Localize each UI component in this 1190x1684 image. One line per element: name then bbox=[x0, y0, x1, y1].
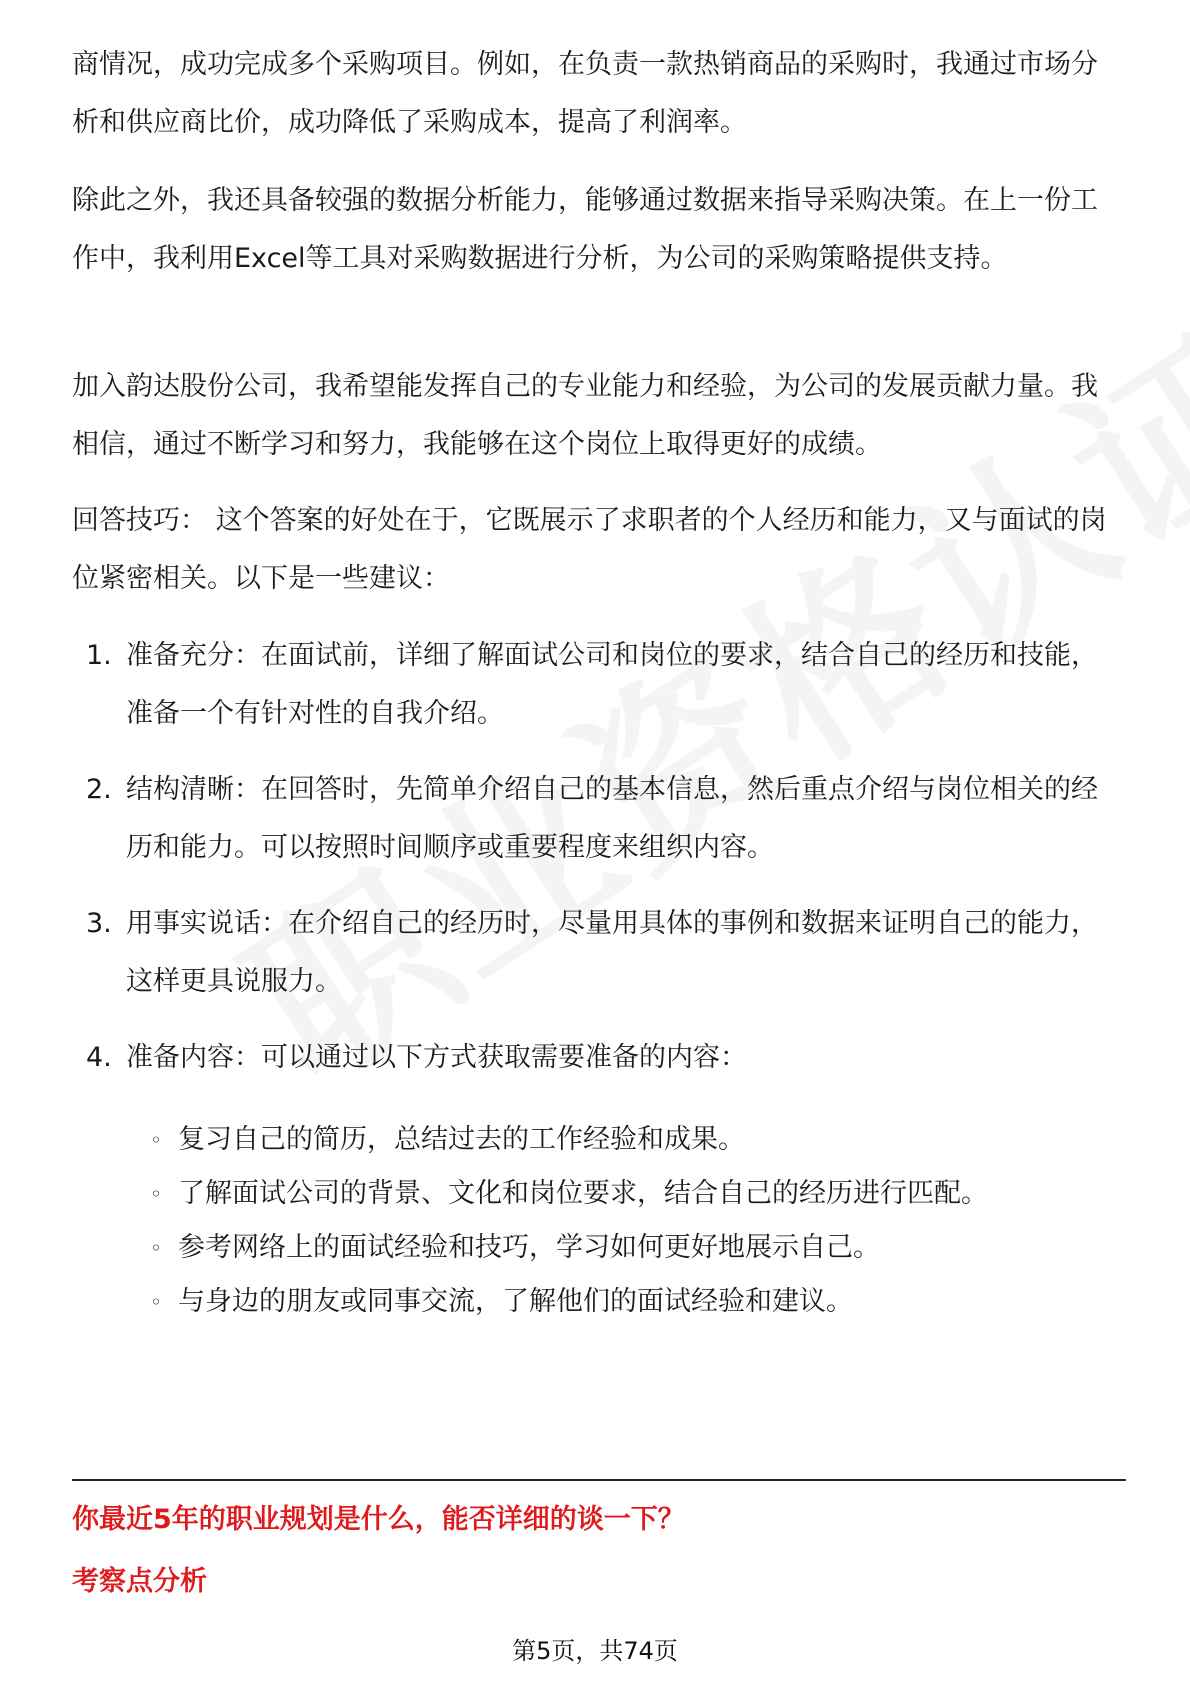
numbered-item-3 bbox=[86, 895, 1122, 1011]
bullet-item bbox=[150, 1111, 1110, 1169]
bullet-text: 了解面试公司的背景、文化和岗位要求，结合自己的经历进行匹配。 bbox=[178, 1178, 988, 1209]
paragraph-answer-tips: 回答技巧： 这个答案的好处在于，它既展示了求职者的个人经历和能力，又与面试的岗位紧密相关。以下是一些建议： bbox=[72, 505, 1107, 594]
list-number: 2. bbox=[86, 774, 112, 805]
numbered-item-4 bbox=[86, 1029, 1122, 1087]
bullet-icon: ◦ bbox=[150, 1182, 162, 1206]
numbered-item-1 bbox=[86, 627, 1122, 743]
bullet-icon: ◦ bbox=[150, 1128, 162, 1152]
section-heading: 考察点分析 bbox=[72, 1566, 207, 1597]
paragraph-experience: 商情况，成功完成多个采购项目。例如，在负责一款热销商品的采购时，我通过市场分析和供应商比价，成功降低了采购成本，提高了利润率。 bbox=[72, 49, 1098, 138]
list-number: 3. bbox=[86, 908, 112, 939]
bullet-text: 复习自己的简历，总结过去的工作经验和成果。 bbox=[178, 1124, 745, 1155]
bullet-item bbox=[150, 1165, 1110, 1223]
bullet-icon: ◦ bbox=[150, 1290, 162, 1314]
page-number-footer: 第5页，共74页 bbox=[512, 1637, 678, 1665]
bullet-text: 参考网络上的面试经验和技巧，学习如何更好地展示自己。 bbox=[178, 1232, 880, 1263]
list-text: 准备充分：在面试前，详细了解面试公司和岗位的要求，结合自己的经历和技能，准备一个有针对性的自我介绍。 bbox=[126, 640, 1098, 729]
bullet-icon: ◦ bbox=[150, 1236, 162, 1260]
list-text: 准备内容：可以通过以下方式获取需要准备的内容： bbox=[126, 1042, 747, 1073]
list-number: 4. bbox=[86, 1042, 112, 1073]
list-text: 结构清晰：在回答时，先简单介绍自己的基本信息，然后重点介绍与岗位相关的经历和能力。可以按照时间顺序或重要程度来组织内容。 bbox=[126, 774, 1098, 863]
numbered-item-2 bbox=[86, 761, 1122, 877]
question-heading: 你最近5年的职业规划是什么，能否详细的谈一下？ bbox=[72, 1504, 685, 1535]
list-text: 用事实说话：在介绍自己的经历时，尽量用具体的事例和数据来证明自己的能力，这样更具说服力。 bbox=[126, 908, 1098, 997]
bullet-item bbox=[150, 1219, 1110, 1277]
list-number: 1. bbox=[86, 640, 112, 671]
section-divider bbox=[72, 1479, 1126, 1481]
paragraph-join-company: 加入韵达股份公司，我希望能发挥自己的专业能力和经验，为公司的发展贡献力量。我相信，通过不断学习和努力，我能够在这个岗位上取得更好的成绩。 bbox=[72, 371, 1098, 460]
bullet-item bbox=[150, 1273, 1110, 1331]
bullet-text: 与身边的朋友或同事交流，了解他们的面试经验和建议。 bbox=[178, 1286, 853, 1317]
paragraph-data-analysis: 除此之外，我还具备较强的数据分析能力，能够通过数据来指导采购决策。在上一份工作中，我利用Excel等工具对采购数据进行分析，为公司的采购策略提供支持。 bbox=[72, 185, 1098, 274]
